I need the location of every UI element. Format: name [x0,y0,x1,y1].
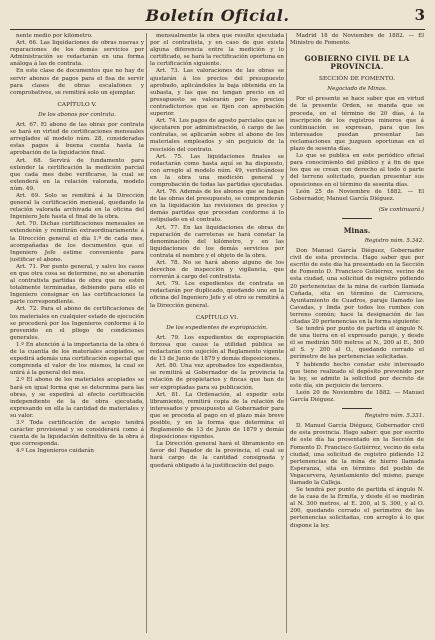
divider [342,218,372,219]
registry-number: Registro núm. 5.342. [364,237,424,244]
section-heading: GOBIERNO CIVIL DE LA PROVINCIA. [304,54,410,72]
section-subtitle: Negociado de Minas. [327,86,387,93]
divider [342,408,372,409]
chapter-subheading: De los abonos por contrata. [38,111,116,118]
paragraph: D. Manuel García Diéguez, Gobernador civil de esta provincia. Hago saber: que por escrito de este día ha presentado en la Sección de Fomento D. Francisco Gutiérrez, vecino de esta ciudad, una solicitud de registro pidiendo 12 pertenencias de la mina de hierro llamada Esperanza, sita en término del pueblo de Vegacervera, Ayuntamiento del mismo, paraje llamado la Calleja. [290,423,424,486]
paragraph: 2.º El abono de los materiales acopiados se hará en igual forma que se determina para las obras, y se expedirá al efecto certificación independiente de la de obra ejecutada, expresando en ella la cantidad de materiales y su valor. [10,377,144,419]
registry-number: Registro núm. 5.331. [364,413,424,420]
column-divider [146,33,147,633]
column-right [290,33,424,635]
paragraph: Art. 72. Para el abono de certificaciones de los materiales en cualquier estado de ejecución se procederá por los Ingenieros conforme á lo prevenido en el pliego de condiciones generales. [10,306,144,341]
section-title: Minas. [343,225,371,235]
column-divider [286,33,287,633]
subsection-heading: SECCIÓN DE FOMENTO. [319,76,395,83]
paragraph: Art. 73. Las valoraciones de las obras se ajustarán á los precios del presupuesto aprobado, aplicándoles la baja obtenida en la subasta, y las que no tengan precio en el presupuesto se valorarán por los precios contradictorios que se fijen con aprobación superior. [150,68,284,118]
paragraph: Art. 74. Los pagos de agosto parciales que se ejecutaren por administración, ó cargo de las contratas, se aplicarán sobre el abono de los materiales empleados y sin perjuicio de la rescisión del contrato. [150,118,284,153]
paragraph: Y habiendo hecho constar este interesado que tiene realizado el depósito prevenido por la ley, se admite la solicitud por decreto de este día, sin perjuicio de tercero. [290,361,424,389]
paragraph: Art. 81. La Ordenación, al expedir este libramiento, remitirá copia de la relación de interesados y presupuesto al Gobernador para que se proceda al pago en el plazo más breve posible, y en la forma que determina el Reglamento de 13 de Junio de 1879 y demás disposiciones vigentes. [150,391,284,441]
paragraph: En este clase de documentos que no hay de servir abonos de pagos para el fisa de servir para clases de obras escalafones y comprobativos, se remitirá solo un ejemplar. [10,68,144,96]
paragraph: Art. 71. Por punto general, y salvo los casos en que otra cosa se determine, no se abonarán al contratista partidas de obra que no estén totalmente terminadas, debiendo para ello el Ingeniero consignar en las certificaciones la parte correspondiente. [10,263,144,306]
paragraph: Art. 80. Una vez aprobados los expedientes, se remitirá al Gobernador de la provincia la relación de propietarios y fincas que han de ser expropiadas para su publicación. [150,363,284,391]
paragraph: Art. 79. Los expedientes de contrata se redactarán por duplicado, quedando uno en la oficina del Ingeniero Jefe y el otro se remitirá á la Dirección general. [150,281,284,309]
chapter-heading: CAPÍTULO V. [57,101,97,108]
paragraph: Art. 79. Los expedientes de expropiación forzosa que cause la utilidad pública se redactarán con sujeción al Reglamento vigente de 13 de Junio de 1879 y demás disposiciones. [150,334,284,363]
chapter-subheading: De los expedientes de expropiación. [166,324,268,331]
paragraph: 4.º Los Ingenieros cuidarán [16,448,94,455]
paragraph: 1.º En atención á la importancia de la obra ó de la cuantía de los materiales acopiados, se expedirá además una certificación especial que comprenda el valor de los mismos, la cual se unirá á la general del mes. [10,341,144,377]
paragraph: Madrid 18 de Noviembre de 1882. — El Ministro de Fomento. [290,33,424,47]
chapter-heading: CAPÍTULO VI. [195,314,239,321]
paragraph: Art. 76. Además de los abonos que se hagan de las obras del presupuesto, se comprenderán en la liquidación las revisiones de precios y demás partidas que procedan conforme á lo estipulado en el contrato. [150,189,284,224]
paragraph: León 20 de Noviembre de 1882. — Manuel García Diéguez. [290,389,424,404]
paragraph: Art. 69. Solo se remitirá á la Dirección general la certificación mensual, quedando la relación valorada archivada en la oficina del Ingeniero Jefe hasta el final de la obra. [10,192,144,221]
paragraph: Por el presente se hace saber que en virtud de la presente Orden, se manda que se proceda, en el término de 20 días, á la inscripción de los registros mineros que á continuación se expresan, para que los interesados puedan presentar las reclamaciones que juzguen oportunas en el plazo de sesenta días. [290,96,424,153]
column-middle [150,33,284,635]
paragraph: Art. 70. Dichas certificaciones mensuales se extenderán y remitirán extraordinariamente á la Dirección general el día 1.º de cada mes, acompañadas de los documentos que el Ingeniero Jefe estime conveniente para justificar el abono. [10,221,144,263]
paragraph: Don Manuel García Diéguez, Gobernador civil de esta provincia. Hago saber que por escrito de este día ha presentado en la Sección de Fomento D. Francisco Gutiérrez, vecino de esta ciudad, una solicitud de registro pidiendo 20 pertenencias de la mina de carbón llamada Cuñada, sita en término de Carrocera, Ayuntamiento de Cuadros, paraje llamado las Cavadas, y linda por todos los rumbos con terreno común; hace la designación de las citadas 20 pertenencias en la forma siguiente: [290,248,424,325]
page-header [10,6,425,30]
page-number: 3 [414,6,425,24]
paragraph: mensualmente la obra que resulte ejecutada por el contratista, y en caso de que exista alguna diferencia entre la medición y lo certificado, se hará la rectificación oportuna en la certificación siguiente. [150,33,284,68]
paragraph: León 25 de Noviembre de 1882. — El Gobernador, Manuel García Diéguez. [290,188,424,202]
paragraph: Se tendrá por punto de partida el ángulo N. de una tierra en el expresado paraje, y desde él se medirán 500 metros al N., 200 al E., 500 al S. y 200 al O., quedando cerrado el perímetro de las pertenencias solicitadas. [290,326,424,361]
paragraph: Art. 66. Las liquidaciones de obras nuevas y reparaciones de los demás servicios por Administración se redactarán en una forma análoga á las de contrata. [10,40,144,68]
paragraph: nente medio por kilómetro. [16,33,93,39]
paragraph: Art. 67. El abono de las obras por contrata se hará en virtud de certificaciones mensuales arreglados al modelo núm. 28, consideradas estas pagos á buena cuenta hasta la aprobación de la liquidación final. [10,122,144,157]
paragraph: Lo que se publica en este periódico oficial para conocimiento del público y á fin de que los que se crean con derecho al todo ó parte del terreno solicitado, puedan presentar sus oposiciones en el término de sesenta días. [290,153,424,188]
header-rule [10,29,425,30]
paragraph: Se tendrá por punto de partida el ángulo N. de la casa de la Ermita, y desde él se medirán al N. 300 metros, al E. 200, al S. 300, y al O. 200, quedando cerrado el perímetro de las pertenencias solicitadas, con arreglo á lo que dispone la ley. [290,487,424,529]
paragraph: La Dirección general hará el libramiento en favor del Pagador de la provincia, el cual se hará cargo de la cantidad consignada y quedará obligado á la justificación del pago. [150,441,284,469]
column-left [10,33,144,635]
paragraph: 3.º Toda certificación de acopio tendrá carácter provisional y se considerará como á cuenta de la liquidación definitiva de la obra á que corresponda. [10,419,144,448]
paragraph: Art. 77. En las liquidaciones de obras de reparación de carreteras se hará constar la denominación del kilómetro, y en las liquidaciones de los demás servicios por contrata el nombre y el objeto de la obra. [150,224,284,259]
paragraph: Art. 78. No se hará abono alguno de los derechos de inspección y vigilancia, que correrán á cargo del contratista. [150,260,284,281]
masthead-title: Boletín Oficial. [145,6,290,25]
paragraph: Art. 68. Servirá de fundamento para extender la certificación la medición parcial que cada mes debe verificarse, la cual se extenderá en la relación valorada, modelo núm. 49. [10,157,144,192]
continuation-note: (Se continuará.) [378,206,424,213]
paragraph: Art. 75. Las liquidaciones finales se redactarán como hasta aquí se ha dispuesto, con arreglo al modelo núm. 49, verificándose en la obra una medición general y comprobación de todas las partidas ejecutadas. [150,153,284,188]
